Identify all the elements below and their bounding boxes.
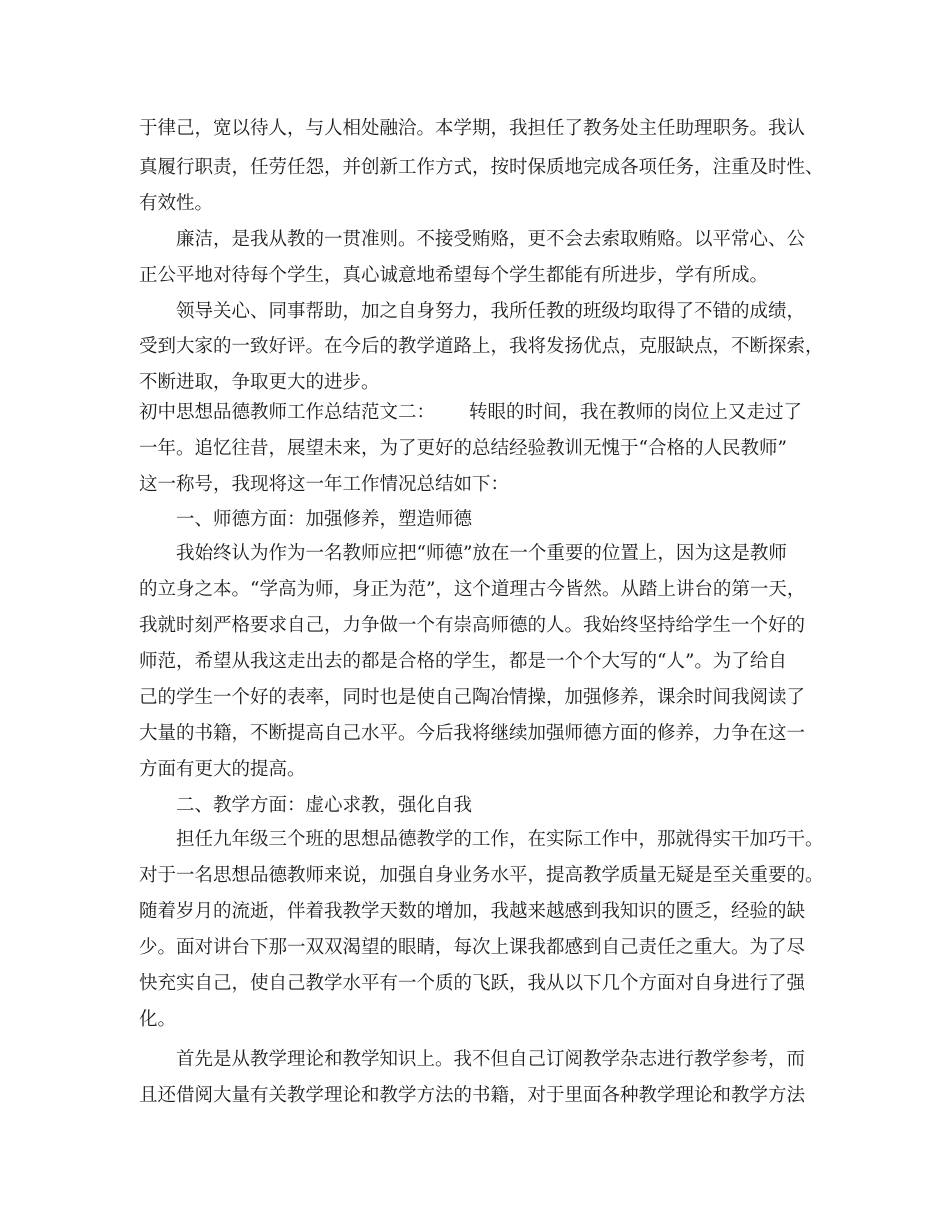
paragraph-line: 随着岁月的流逝，伴着我教学天数的增加，我越来越感到我知识的匮乏，经验的缺 — [139, 901, 806, 922]
paragraph-line: 廉洁，是我从教的一贯准则。不接受贿赂，更不会去索取贿赂。以平常心、公 — [176, 229, 806, 250]
paragraph-line: 化。 — [139, 1009, 177, 1030]
paragraph-line: 有效性。 — [139, 193, 214, 214]
paragraph-line: 大量的书籍，不断提高自己水平。今后我将继续加强师德方面的修养，力争在这一 — [139, 723, 806, 744]
section-heading-line — [139, 401, 802, 425]
paragraph-line: 这一称号，我现将这一年工作情况总结如下： — [139, 474, 510, 495]
section-title: 初中思想品德教师工作总结范文二： — [139, 402, 436, 423]
paragraph-line: 不断进取，争取更大的进步。 — [139, 372, 380, 393]
paragraph-line: 己的学生一个好的表率，同时也是使自己陶冶情操，加强修养，课余时间我阅读了 — [139, 687, 806, 708]
paragraph-line: 我就时刻严格要求自己，力争做一个有崇高师德的人。我始终坚持给学生一个好的 — [139, 615, 806, 636]
paragraph-line: 正公平地对待每个学生，真心诚意地希望每个学生都能有所进步，学有所成。 — [139, 265, 769, 286]
paragraph-line: 的立身之本。“学高为师，身正为范”，这个道理古今皆然。从踏上讲台的第一天， — [139, 579, 806, 600]
paragraph-line: 受到大家的一致好评。在今后的教学道路上，我将发扬优点，克服缺点，不断探索， — [139, 336, 824, 357]
paragraph-line: 快充实自己，使自己教学水平有一个质的飞跃，我从以下几个方面对自身进行了强 — [139, 973, 806, 994]
paragraph-line: 担任九年级三个班的思想品德教学的工作，在实际工作中，那就得实干加巧干。 — [176, 829, 824, 850]
subheading-teaching: 二、教学方面：虚心求教，强化自我 — [176, 795, 473, 816]
paragraph-line: 我始终认为作为一名教师应把“师德”放在一个重要的位置上，因为这是教师 — [176, 543, 787, 564]
paragraph-line: 且还借阅大量有关教学理论和教学方法的书籍，对于里面各种教学理论和教学方法 — [139, 1085, 806, 1106]
paragraph-line: 首先是从教学理论和教学知识上。我不但自己订阅教学杂志进行教学参考，而 — [176, 1049, 806, 1070]
section-opening-text: 转眼的时间，我在教师的岗位上又走过了 — [469, 402, 803, 423]
paragraph-line: 方面有更大的提高。 — [139, 759, 306, 780]
paragraph-line: 对于一名思想品德教师来说，加强自身业务水平，提高教学质量无疑是至关重要的。 — [139, 865, 824, 886]
paragraph-line: 少。面对讲台下那一双双渴望的眼睛，每次上课我都感到自己责任之重大。为了尽 — [139, 937, 806, 958]
paragraph-line: 一年。追忆往昔，展望未来，为了更好的总结经验教训无愧于“合格的人民教师” — [139, 438, 787, 459]
paragraph-line: 师范，希望从我这走出去的都是合格的学生，都是一个个大写的“人”。为了给自 — [139, 651, 787, 672]
paragraph-line: 领导关心、同事帮助，加之自身努力，我所任教的班级均取得了不错的成绩， — [176, 301, 806, 322]
subheading-teacher-ethics: 一、师德方面：加强修养，塑造师德 — [176, 509, 473, 530]
paragraph-line: 真履行职责，任劳任怨，并创新工作方式，按时保质地完成各项任务，注重及时性、 — [139, 157, 824, 178]
paragraph-line: 于律己，宽以待人，与人相处融洽。本学期，我担任了教务处主任助理职务。我认 — [139, 118, 806, 139]
